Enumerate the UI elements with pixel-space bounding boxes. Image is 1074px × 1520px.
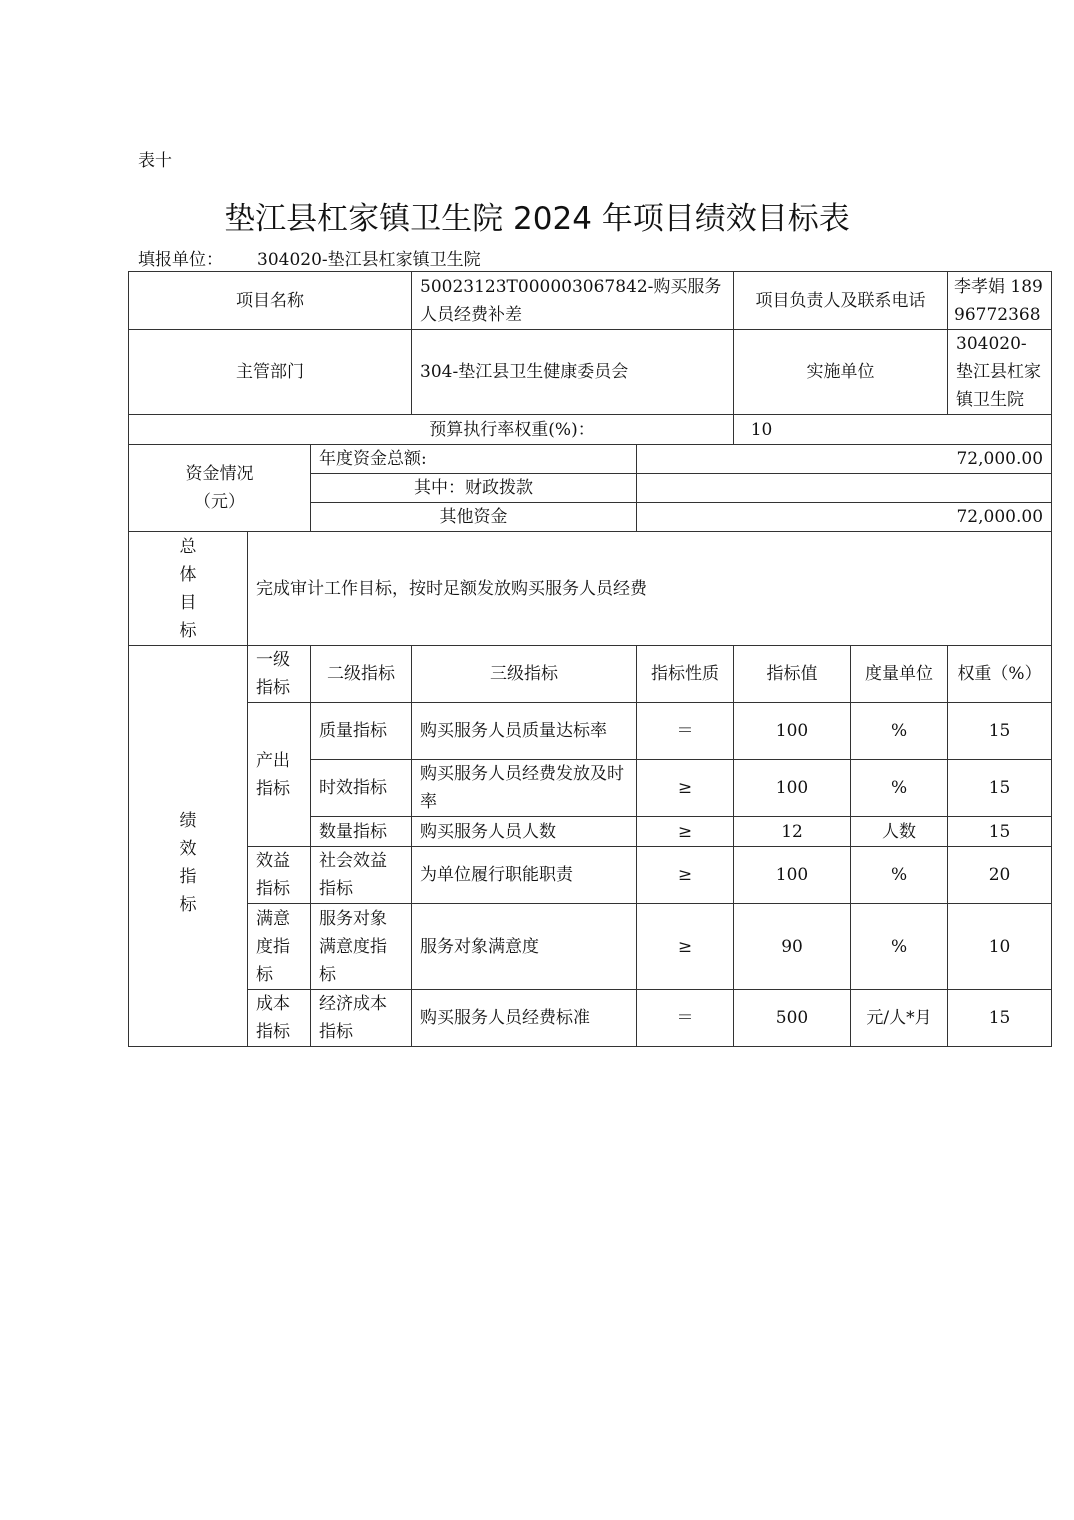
indicators-label [129,646,248,1047]
dept-label: 主管部门 [129,330,412,415]
row-value: 12 [734,817,851,847]
budget-weight-label: 预算执行率权重(%)： [129,415,734,445]
indicators-char: 标 [179,895,197,915]
row-value: 100 [734,847,851,904]
group-output: 产出指标 [248,703,311,847]
row-weight: 15 [948,703,1052,760]
row-value: 100 [734,703,851,760]
header-value: 指标值 [734,646,851,703]
row-level2: 服务对象满意度指标 [311,904,412,990]
header-level3: 三级指标 [412,646,637,703]
performance-table [128,271,1052,1047]
row-weight: 15 [948,817,1052,847]
row-level2: 社会效益指标 [311,847,412,904]
header-nature: 指标性质 [637,646,734,703]
group-benefit: 效益指标 [248,847,311,904]
row-unit: % [851,760,948,817]
indicators-char: 指 [179,867,197,887]
funds-fiscal-label: 其中：财政拨款 [311,474,637,503]
funds-other-label: 其他资金 [311,503,637,532]
row-value: 500 [734,990,851,1047]
row-nature: ＝ [637,990,734,1047]
header-unit: 度量单位 [851,646,948,703]
project-name-value: 50023123T000003067842-购买服务人员经费补差 [412,272,734,330]
budget-weight-value: 10 [734,415,1052,445]
row-weight: 15 [948,760,1052,817]
header-level2: 二级指标 [311,646,412,703]
row-level3: 为单位履行职能职责 [412,847,637,904]
row-unit: 人数 [851,817,948,847]
indicators-char: 绩 [179,811,197,831]
row-level3: 购买服务人员经费标准 [412,990,637,1047]
funds-label [129,445,311,532]
overall-goal-label [129,532,248,646]
row-level2: 质量指标 [311,703,412,760]
row-nature: ≥ [637,817,734,847]
funds-total-label: 年度资金总额: [311,445,637,474]
row-level2: 时效指标 [311,760,412,817]
page-title: 垫江县杠家镇卫生院 2024 年项目绩效目标表 [224,201,850,237]
goal-char: 标 [179,620,197,641]
row-level3: 服务对象满意度 [412,904,637,990]
goal-char: 目 [179,592,197,613]
row-value: 100 [734,760,851,817]
header-level1: 一级指标 [248,646,311,703]
row-level2: 经济成本指标 [311,990,412,1047]
row-nature: ≥ [637,904,734,990]
group-cost: 成本指标 [248,990,311,1047]
row-level3: 购买服务人员人数 [412,817,637,847]
row-unit: 元/人*月 [851,990,948,1047]
row-nature: ＝ [637,703,734,760]
table-number: 表十 [138,151,172,171]
project-name-label: 项目名称 [129,272,412,330]
row-weight: 10 [948,904,1052,990]
dept-value: 304-垫江县卫生健康委员会 [412,330,734,415]
filler-label: 填报单位： [138,250,223,270]
row-level2: 数量指标 [311,817,412,847]
goal-char: 体 [179,564,197,585]
header-weight: 权重（%） [948,646,1052,703]
row-unit: % [851,904,948,990]
row-level3: 购买服务人员经费发放及时率 [412,760,637,817]
funds-fiscal-value [637,474,1052,503]
funds-label-line2: （元） [194,492,245,512]
indicators-char: 效 [179,839,197,859]
row-level3: 购买服务人员质量达标率 [412,703,637,760]
funds-total-value: 72,000.00 [637,445,1052,474]
overall-goal-text: 完成审计工作目标，按时足额发放购买服务人员经费 [248,532,1052,646]
row-value: 90 [734,904,851,990]
group-satisfaction: 满意度指标 [248,904,311,990]
funds-label-line1: 资金情况 [185,464,254,484]
row-weight: 20 [948,847,1052,904]
filler-unit [138,245,481,270]
impl-unit-label: 实施单位 [734,330,948,415]
funds-other-value: 72,000.00 [637,503,1052,532]
row-weight: 15 [948,990,1052,1047]
impl-unit-value: 304020-垫江县杠家镇卫生院 [948,330,1052,415]
row-unit: % [851,703,948,760]
row-nature: ≥ [637,847,734,904]
goal-char: 总 [179,536,197,557]
row-nature: ≥ [637,760,734,817]
project-owner-label: 项目负责人及联系电话 [734,272,948,330]
project-owner-value: 李孝娟 18996772368 [948,272,1052,330]
filler-value: 304020-垫江县杠家镇卫生院 [257,250,481,270]
row-unit: % [851,847,948,904]
